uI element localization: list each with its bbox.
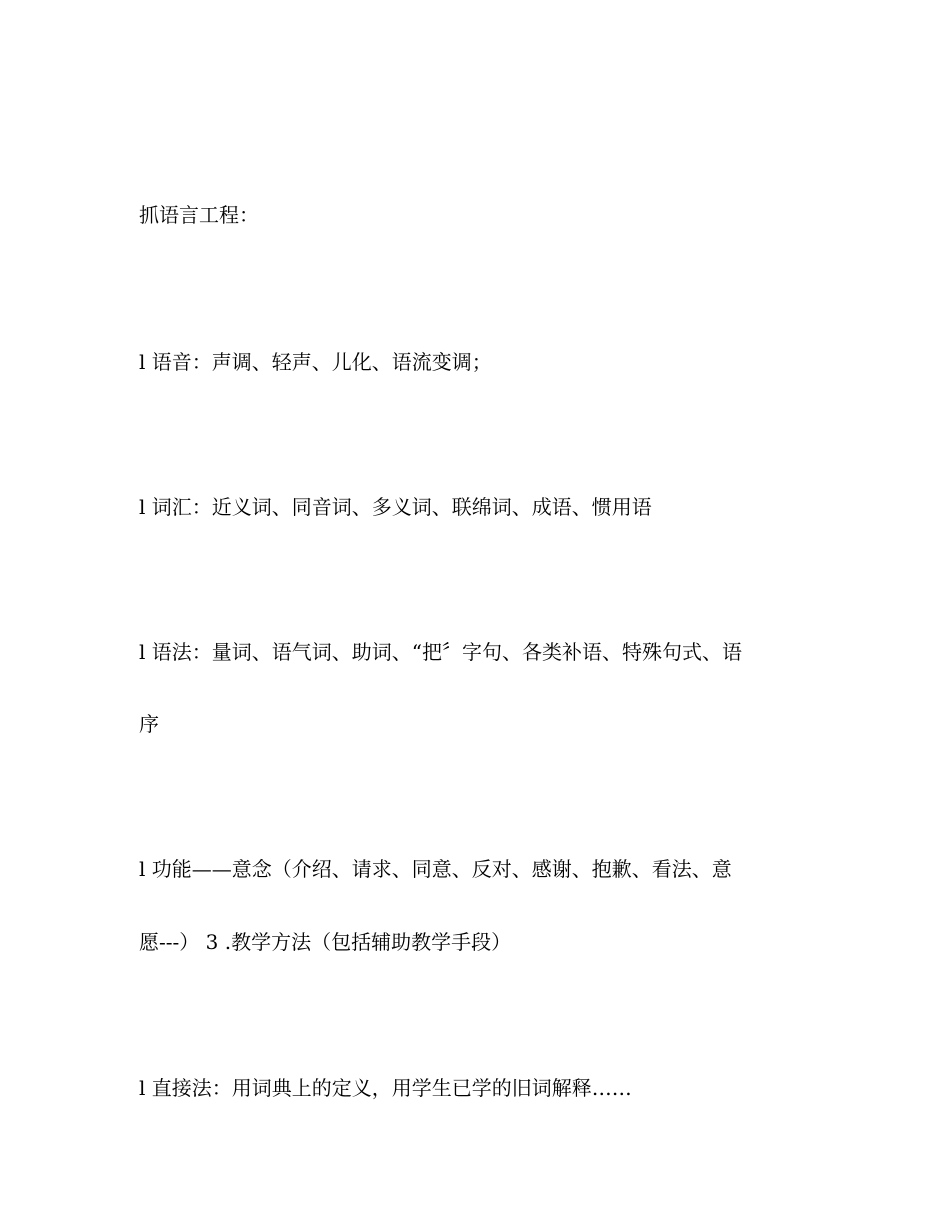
- bullet-item-function: l 功能——意念（介绍、请求、同意、反对、感谢、抱歉、看法、意: [139, 857, 732, 881]
- bullet-item-phonetics: l 语音：声调、轻声、儿化、语流变调；: [139, 350, 492, 374]
- bullet-item-function-continued: 愿---） 3 .教学方法（包括辅助教学手段）: [139, 930, 512, 954]
- section-heading: 抓语言工程：: [139, 203, 259, 227]
- bullet-item-grammar: l 语法：量词、语气词、助词、“把〞字句、各类补语、特殊句式、语: [139, 640, 742, 664]
- bullet-item-vocabulary: l 词汇：近义词、同音词、多义词、联绵词、成语、惯用语: [139, 495, 652, 519]
- bullet-item-grammar-continued: 序: [139, 712, 159, 736]
- bullet-item-direct-method: l 直接法：用词典上的定义，用学生已学的旧词解释……: [139, 1076, 632, 1100]
